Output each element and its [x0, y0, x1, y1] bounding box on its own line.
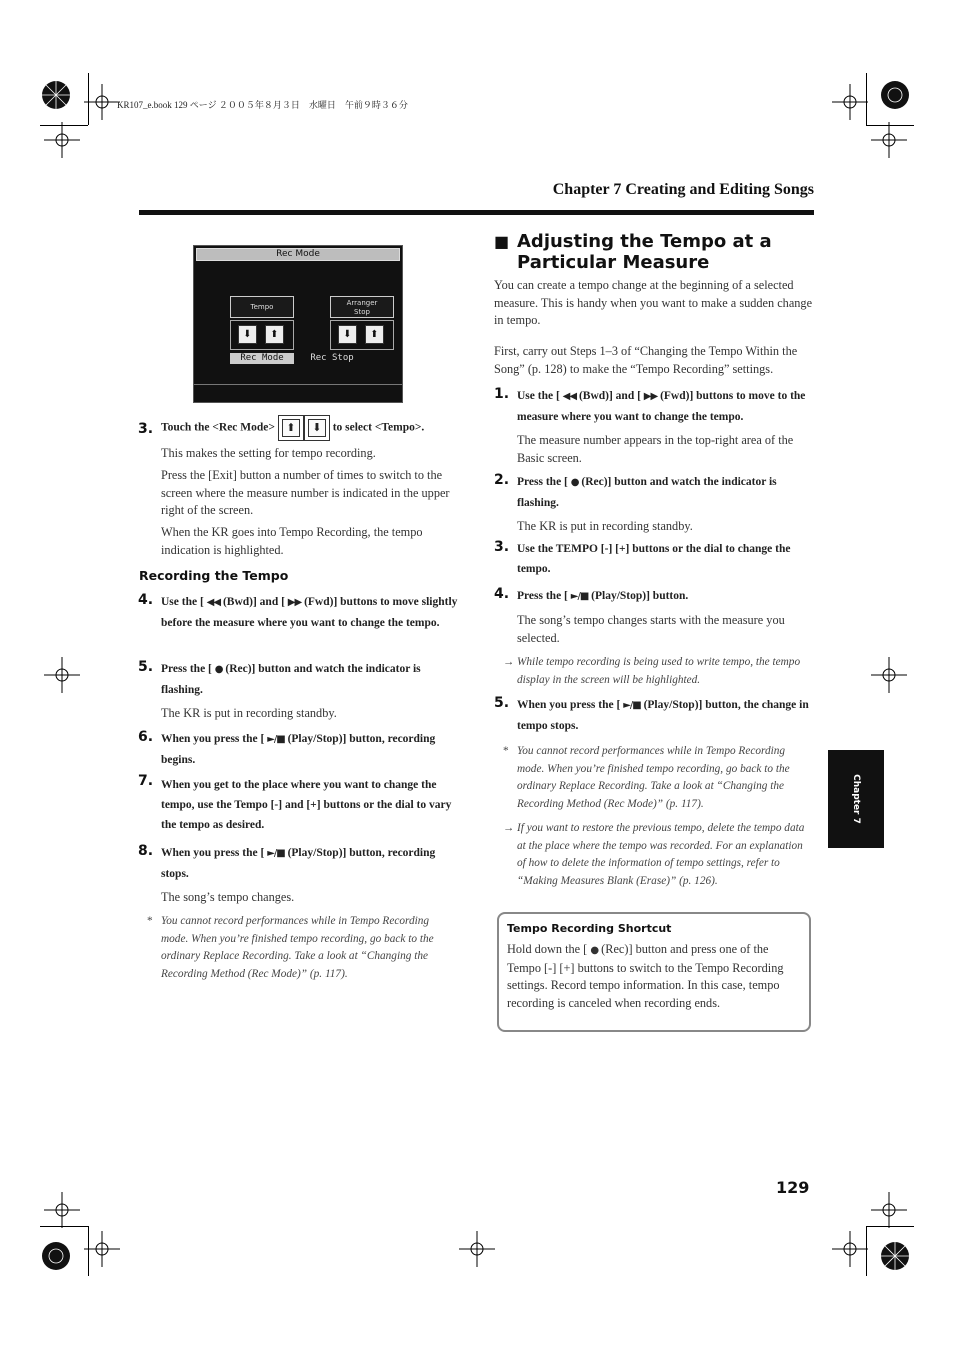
right-step-2 [494, 472, 813, 513]
right-step-5 [494, 695, 813, 736]
screen-title: Rec Mode [196, 248, 400, 261]
step-number: 5. [138, 659, 154, 675]
right-para-2: First, carry out Steps 1–3 of “Changing the Tempo Within the Song” (p. 128) to make the “Tempo Recording” settings. [494, 344, 798, 376]
right-step-4 [494, 586, 813, 607]
screen-arranger-label: Arranger [346, 299, 378, 307]
screen-rec-stop-arrows [330, 320, 394, 350]
step-text: (Fwd)] buttons to move to the measure where you want to change the tempo. [517, 390, 806, 423]
right-note-3 [503, 820, 813, 890]
step-text: to select <Tempo>. [332, 421, 425, 434]
note-text: While tempo recording is being used to write tempo, the tempo display in the screen will be highlighted. [517, 656, 801, 686]
step-text: Touch the <Rec Mode> [161, 421, 275, 434]
shortcut-text-part: (Rec)] button and press one of the Tempo [-] [+] buttons to switch to the Tempo Recording settings. Record tempo information. In this case, tempo recording is canceled when recording ends. [507, 942, 784, 1011]
step-text: Use the [ [161, 596, 204, 608]
play-stop-icon: ►/■ [267, 734, 285, 745]
screen-stop-label: Stop [354, 308, 370, 316]
step-text: Press the [ [161, 663, 212, 675]
screen-tempo-label: Tempo [250, 303, 274, 311]
right-para-5: The song’s tempo changes starts with the measure you selected. [517, 613, 785, 645]
chapter-side-tab-label: Chapter 7 [851, 774, 861, 824]
crosshair-mark-icon [867, 653, 911, 697]
step-text: (Play/Stop)] button, the change in tempo stops. [517, 699, 809, 732]
tempo-recording-shortcut-box [497, 912, 811, 1032]
file-header: KR107_e.book 129 ページ ２００５年８月３日 水曜日 午前９時３６分 [117, 100, 408, 110]
right-para-4: The KR is put in recording standby. [517, 519, 693, 533]
step-text: (Bwd)] and [ [222, 596, 285, 608]
rec-icon: ● [570, 477, 579, 488]
play-stop-icon: ►/■ [267, 848, 285, 859]
screen-rec-mode-label: Rec Mode [230, 353, 294, 364]
up-arrow-icon: ⬆ [282, 419, 300, 437]
left-step-7: When you get to the place where you want to change the tempo, use the Tempo [-] and [+] buttons or the dial to vary the tempo as desired. [161, 779, 452, 831]
right-para-1: You can create a tempo change at the beginning of a selected measure. This is handy when you want to make a sudden change in tempo. [494, 278, 813, 328]
down-arrow-icon: ⬇ [308, 419, 326, 437]
screen-tempo-button [230, 296, 294, 318]
down-arrow-icon: ⬇ [238, 325, 257, 344]
shortcut-text-part: Hold down the [ [507, 942, 588, 956]
registration-mark-icon [34, 1234, 78, 1278]
left-step-8 [138, 843, 459, 884]
shortcut-title: Tempo Recording Shortcut [507, 922, 672, 935]
crosshair-mark-icon [40, 653, 84, 697]
step-text: Use the TEMPO [-] [+] buttons or the dial to change the tempo. [517, 543, 791, 575]
step-number: 3. [494, 539, 510, 555]
left-para-5: The song’s tempo changes. [161, 890, 295, 904]
registration-mark-icon [34, 73, 78, 117]
step-text: (Play/Stop)] button, recording stops. [161, 847, 436, 880]
heading-text: Adjusting the Tempo at a Particular Measure [517, 231, 772, 273]
step-text: (Play/Stop)] button. [591, 590, 689, 602]
step-text: (Bwd)] and [ [578, 390, 641, 402]
rec-mode-up-button-icon [278, 415, 304, 441]
step-text: (Rec)] button and watch the indicator is flashing. [517, 476, 777, 509]
rec-mode-screen [193, 245, 403, 403]
left-para-1: This makes the setting for tempo recording. [161, 446, 376, 460]
right-para-3: The measure number appears in the top-right area of the Basic screen. [517, 433, 794, 465]
page-number: 129 [776, 1178, 810, 1197]
step-text: When you press the [ [517, 699, 621, 711]
crosshair-mark-icon [455, 1227, 499, 1271]
step-text: (Fwd)] buttons to move slightly before the measure where you want to change the tempo. [161, 596, 458, 629]
left-step-6 [138, 729, 459, 770]
step-number: 1. [494, 386, 510, 402]
step-number: 3. [138, 421, 154, 437]
step-text: When you press the [ [161, 733, 265, 745]
left-para-3: When the KR goes into Tempo Recording, the tempo indication is highlighted. [161, 525, 423, 557]
down-arrow-icon: ⬇ [338, 325, 357, 344]
header-rule [139, 210, 814, 215]
right-step-1 [494, 386, 813, 427]
bwd-icon: ◀◀ [562, 391, 577, 402]
recording-the-tempo-heading: Recording the Tempo [139, 568, 289, 583]
screen-rec-stop-label: Rec Stop [310, 353, 354, 363]
step-number: 5. [494, 695, 510, 711]
note-text: If you want to restore the previous tempo, delete the tempo data at the place where the tempo was recorded. For an explanation of how to delete the information of tempo settings, refer to “Making Measures Blank (Erase)” (p. 126). [517, 822, 805, 887]
play-stop-icon: ►/■ [623, 700, 641, 711]
right-note-2 [503, 743, 809, 813]
section-heading [494, 231, 814, 273]
heading-bullet: ■ [494, 232, 510, 251]
up-arrow-icon: ⬆ [365, 325, 384, 344]
left-step-3 [138, 415, 461, 441]
screen-divider [194, 384, 402, 385]
registration-mark-icon [873, 1234, 917, 1278]
up-arrow-icon: ⬆ [265, 325, 284, 344]
step-text: When you press the [ [161, 847, 265, 859]
play-stop-icon: ►/■ [570, 591, 589, 602]
step-number: 7. [138, 773, 154, 789]
step-number: 4. [494, 586, 510, 602]
screen-rec-mode-arrows [230, 320, 294, 350]
left-para-2: Press the [Exit] button a number of times to switch to the screen where the measure number is indicated in the upper right of the screen. [161, 468, 450, 518]
step-number: 6. [138, 729, 154, 745]
chapter-header: Chapter 7 Creating and Editing Songs [552, 181, 814, 198]
step-text: Press the [ [517, 476, 568, 488]
step-text: (Play/Stop)] button, recording begins. [161, 733, 436, 766]
chapter-side-tab [828, 750, 884, 848]
note-mark: → [503, 822, 515, 834]
step-text: Press the [ [517, 590, 568, 602]
fwd-icon: ▶▶ [643, 391, 658, 402]
shortcut-text [507, 941, 803, 1013]
rec-icon: ● [214, 664, 223, 675]
right-step-3 [494, 539, 813, 579]
rec-mode-down-button-icon [304, 415, 330, 441]
note-text: You cannot record performances while in Tempo Recording mode. When you’re finished tempo recording, go back to the ordinary Replace Recording. Take a look at “Changing the Recording Method (Rec Mode)” (p. 117). [517, 745, 790, 810]
step-number: 4. [138, 592, 154, 608]
left-step-4 [138, 592, 459, 633]
crosshair-mark-icon [80, 1227, 124, 1271]
note-text: You cannot record performances while in Tempo Recording mode. When you’re finished tempo recording, go back to the ordinary Replace Recording. Take a look at “Changing the Recording Method (Rec Mode)” (p. 117). [161, 915, 434, 980]
left-note [147, 913, 453, 983]
rec-icon: ● [590, 945, 599, 956]
step-text: (Rec)] button and watch the indicator is flashing. [161, 663, 421, 696]
screen-arranger-stop-button [330, 296, 394, 318]
step-number: 2. [494, 472, 510, 488]
step-text: Use the [ [517, 390, 560, 402]
left-para-4: The KR is put in recording standby. [161, 706, 337, 720]
note-mark: → [503, 656, 515, 668]
bwd-icon: ◀◀ [206, 597, 221, 608]
left-step-5 [138, 659, 459, 700]
registration-mark-icon [873, 73, 917, 117]
right-note-1 [503, 654, 813, 689]
fwd-icon: ▶▶ [287, 597, 302, 608]
step-number: 8. [138, 843, 154, 859]
note-mark: * [147, 915, 153, 927]
note-mark: * [503, 745, 509, 757]
